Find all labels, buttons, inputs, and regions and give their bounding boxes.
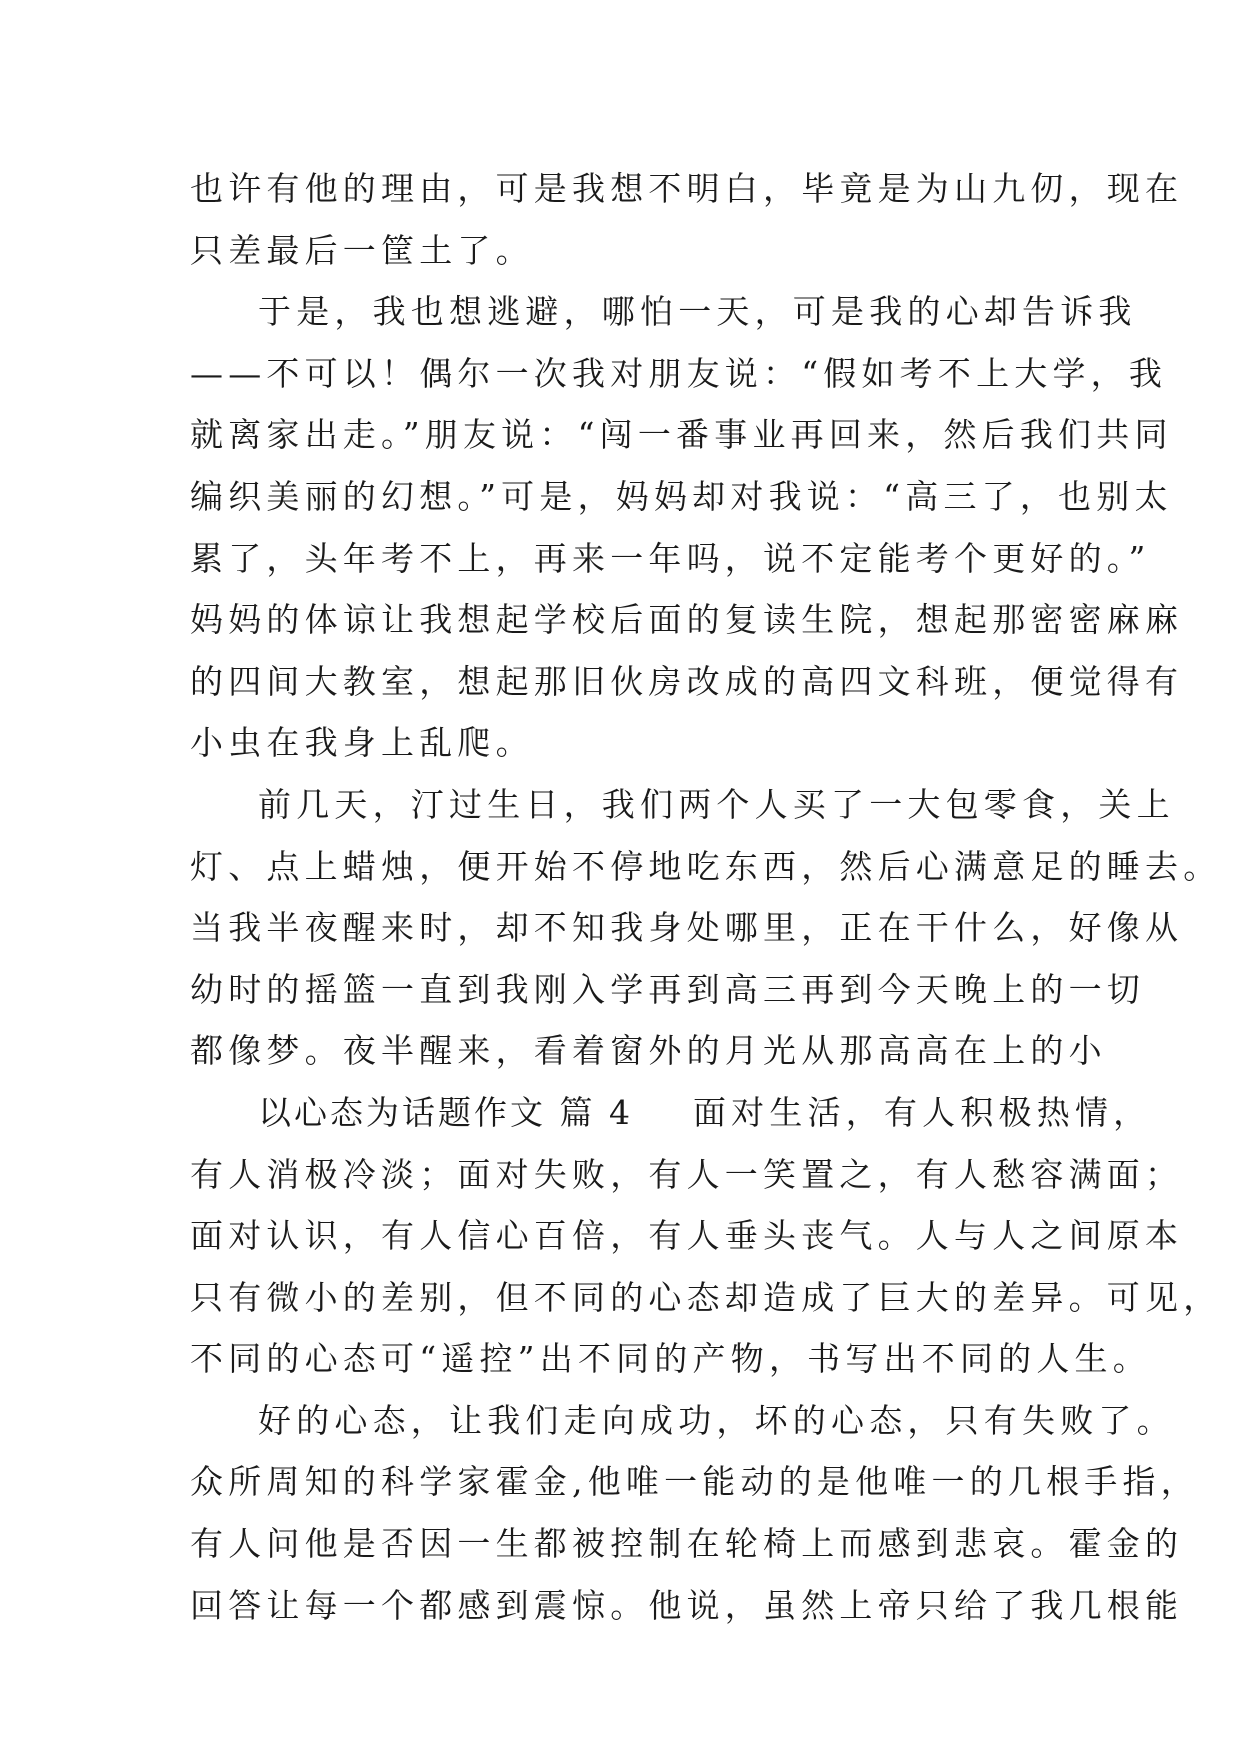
text-line: 也许有他的理由，可是我想不明白，毕竟是为山九仞，现在 xyxy=(190,169,1184,208)
section-first-text: 面对生活，有人积极热情， xyxy=(692,1092,1152,1132)
text-line: 幼时的摇篮一直到我刚入学再到高三再到今天晚上的一切 xyxy=(190,969,1145,1009)
paragraph-start-line: 好的心态，让我们走向成功，坏的心态，只有失败了。 xyxy=(258,1400,1175,1440)
text-line: 的四间大教室，想起那旧伙房改成的高四文科班，便觉得有 xyxy=(190,661,1184,701)
text-line: 只差最后一筐土了。 xyxy=(190,230,534,270)
text-line: 不同的心态可“遥控”出不同的产物，书写出不同的人生。 xyxy=(190,1339,1151,1379)
text-line: 就离家出走。”朋友说：“闯一番事业再回来，然后我们共同 xyxy=(190,415,1173,455)
body-text xyxy=(190,158,1222,1636)
text-line: 小虫在我身上乱爬。 xyxy=(190,723,534,763)
text-line: 有人消极冷淡；面对失败，有人一笑置之，有人愁容满面； xyxy=(190,1154,1184,1194)
text-line: 妈妈的体谅让我想起学校后面的复读生院，想起那密密麻麻 xyxy=(190,600,1184,640)
paragraph-start-line: 前几天，汀过生日，我们两个人买了一大包零食，关上 xyxy=(258,784,1175,824)
text-line: 灯、点上蜡烛，便开始不停地吃东西，然后心满意足的睡去。 xyxy=(190,846,1222,886)
text-line: ——不可以！偶尔一次我对朋友说：“假如考不上大学，我 xyxy=(190,353,1168,393)
paragraph-start-line: 于是，我也想逃避，哪怕一天，可是我的心却告诉我 xyxy=(258,292,1137,332)
section-heading-line xyxy=(190,1082,1152,1144)
text-line: 众所周知的科学家霍金,他唯一能动的是他唯一的几根手指， xyxy=(190,1462,1199,1502)
section-heading: 以心态为话题作文 篇 4 xyxy=(258,1092,633,1132)
text-line: 有人问他是否因一生都被控制在轮椅上而感到悲哀。霍金的 xyxy=(190,1524,1184,1564)
text-line: 当我半夜醒来时，却不知我身处哪里，正在干什么，好像从 xyxy=(190,908,1184,948)
text-line: 只有微小的差别，但不同的心态却造成了巨大的差异。可见， xyxy=(190,1277,1222,1317)
text-line: 回答让每一个都感到震惊。他说，虽然上帝只给了我几根能 xyxy=(190,1585,1184,1625)
text-line: 面对认识，有人信心百倍，有人垂头丧气。人与人之间原本 xyxy=(190,1216,1184,1256)
text-line: 都像梦。夜半醒来，看着窗外的月光从那高高在上的小 xyxy=(190,1031,1107,1071)
text-line: 编织美丽的幻想。”可是，妈妈却对我说：“高三了，也别太 xyxy=(190,476,1173,516)
text-line: 累了，头年考不上，再来一年吗，说不定能考个更好的。” xyxy=(190,538,1151,578)
